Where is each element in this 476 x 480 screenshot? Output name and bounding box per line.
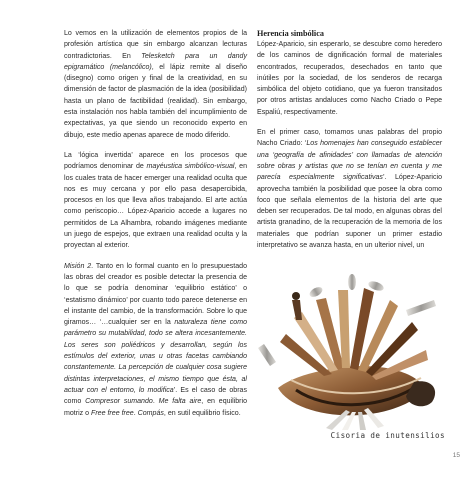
sculpture-illustration xyxy=(256,270,442,430)
italic-title: Misión 2 xyxy=(64,262,92,270)
text: Lo vemos en la utilización de elementos propios de la profesión artística que sin embargo alcanzan lecturas contradictorias. En xyxy=(64,30,247,60)
text: . Tanto en lo formal cuanto en lo presupuestado las obras del creador es posible detectar la presencia de lo que se podría denominar ‘equilibrio estático’ o ‘estatismo dinámico’ por cuanto todo parece detenerse en el instante del cambio, de la transformación. Sobre lo que giramos… ‘…cualquier ser en la xyxy=(64,262,247,327)
text: . xyxy=(133,409,138,417)
italic-title: Telesketch para un dandy epigramático (melancólico) xyxy=(64,52,247,71)
text: La ‘lógica invertida’ aparece en los procesos que podríamos denominar de xyxy=(64,151,247,171)
page-number: 15 xyxy=(452,452,460,459)
italic-quote: Los homenajes han conseguido establecer una ‘geografía de afinidades’ con llamadas de atención sobre obras y artistas que no se tenían en cuenta y me parecía especialmente significativas xyxy=(257,140,442,182)
italic-title: Compás xyxy=(137,409,164,417)
sculpture-body xyxy=(278,366,426,415)
right-column xyxy=(257,28,442,260)
text: , el lápiz remite al diseño (disegno) como origen y final de la creatividad, en su dimensión de factor de plasmación de la idea (posibilidad) hasta un plano de factibilidad (realidad). Sin embargo, esta instalación nos habla también del incumplimiento de expectativas, ya que siendo un reconocido experto en dibujo, este medio apenas aparece de modo diferido. xyxy=(64,63,247,139)
text: . xyxy=(152,398,159,406)
utensil-blades xyxy=(280,288,428,380)
text: ’. Es el caso de obras como xyxy=(64,386,247,406)
text: , en equilibrio motriz o xyxy=(64,398,247,417)
italic-quote: naturaleza tiene como parámetro su mutabilidad, todo se altera incesantemente. Los seres son poliédricos y desarrollan, según los estímulos del exterior, unas u otras facetas cambiando constantemente. La percepción de cualquier cosa sugiere distintas interpretaciones, el mismo tiempo que ésta, al actuar con el entorno, lo modifica xyxy=(64,319,247,394)
text: ’. López-Aparicio aprovecha también la posibilidad que posee la obra como foco que señala elementos de la historia del arte que deben ser recuperados. De tal modo, en algunas obras del artista granadino, de la recuperación de la memoria de los materiales que podrían suponer un primer estadio interpretativo se avanza hasta, en un ulterior nivel, un xyxy=(257,174,442,250)
paragraph-4: López-Aparicio, sin esperarlo, se descubre como heredero de los caminos de dignificación formal de materiales encontrados, recuperados, desechados en tanto que inútiles por la sociedad, de los senderos de recarga simbólica del objeto cotidiano, que ya fueron transitados por otros artistas andaluces como Nacho Criado o Pepe Espaliú, respectivamente. xyxy=(257,41,442,116)
paragraph-3 xyxy=(64,261,247,419)
text: En el primer caso, tomamos unas palabras del propio Nacho Criado: ‘ xyxy=(257,129,442,148)
text: , en sutil equilibrio físico. xyxy=(163,409,241,417)
section-heading: Herencia simbólica xyxy=(257,29,324,38)
italic-title: Compresor sumando xyxy=(85,398,153,406)
text: , en los cuales trata de hacer emerger una realidad oculta que nos es muy cercana y por ello pasa desapercibida, procesos en los que lleva años trabajando. El arte actúa como periscopio… López-Aparicio accede a lugares no permitidos de La Alhambra, robando imágenes mediante un juego de espejos, que extraen una realidad oculta y la proyectan al exterior. xyxy=(64,163,247,250)
paragraph-2 xyxy=(64,150,247,252)
figure-caption: Cisoria de inutensilios xyxy=(330,431,445,440)
paragraph-1 xyxy=(64,28,247,141)
italic-title: Me falta aire xyxy=(158,398,202,406)
paragraph-5 xyxy=(257,127,442,251)
italic-term: mayéustica simbólico-visual xyxy=(146,163,235,171)
left-column xyxy=(64,28,247,428)
sculpture-photo xyxy=(256,270,442,430)
italic-title: Free free free xyxy=(91,409,134,417)
